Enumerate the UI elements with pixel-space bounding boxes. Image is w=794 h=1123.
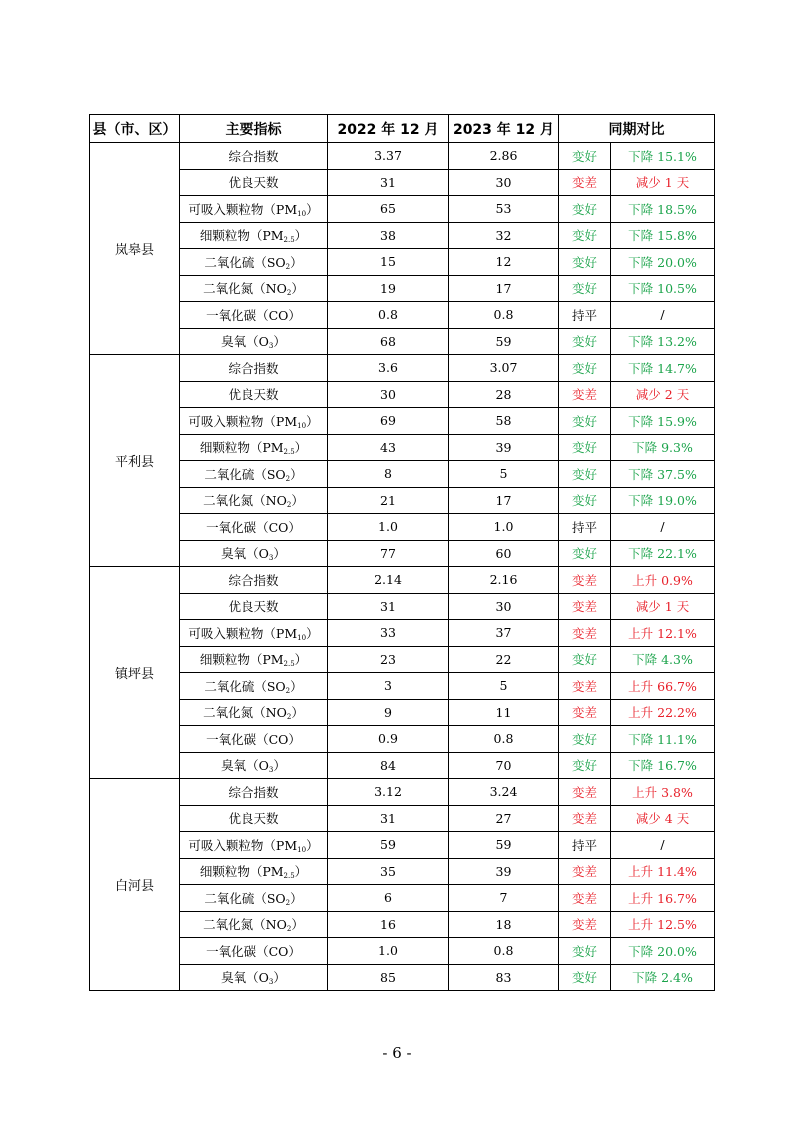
indicator-cell xyxy=(180,620,328,647)
indicator-cell xyxy=(180,487,328,514)
indicator-cell xyxy=(180,514,328,541)
trend-status: 变好 xyxy=(559,222,611,249)
trend-status: 变差 xyxy=(559,779,611,806)
change-value: / xyxy=(611,832,715,859)
indicator-subscript: 2.5 xyxy=(283,448,295,457)
table-row xyxy=(90,249,715,276)
indicator-cell xyxy=(180,832,328,859)
indicator-cell xyxy=(180,805,328,832)
value-2023: 53 xyxy=(449,196,559,223)
value-2022: 69 xyxy=(328,408,449,435)
table-row xyxy=(90,885,715,912)
trend-status: 变差 xyxy=(559,567,611,594)
indicator-subscript: 2.5 xyxy=(283,236,295,245)
indicator-cell xyxy=(180,302,328,329)
value-2022: 33 xyxy=(328,620,449,647)
change-value: 减少 1 天 xyxy=(611,169,715,196)
table-row xyxy=(90,355,715,382)
closing-paren: ） xyxy=(294,652,308,668)
change-value: 上升 12.1% xyxy=(611,620,715,647)
value-2022: 35 xyxy=(328,858,449,885)
trend-status: 变好 xyxy=(559,249,611,276)
change-value: 下降 15.1% xyxy=(611,143,715,170)
indicator-cell xyxy=(180,222,328,249)
value-2023: 37 xyxy=(449,620,559,647)
header-2022: 2022 年 12 月 xyxy=(328,115,449,143)
county-name: 岚皋县 xyxy=(90,143,180,355)
indicator-label: 臭氧（O xyxy=(221,546,269,562)
trend-status: 变好 xyxy=(559,434,611,461)
table-row xyxy=(90,169,715,196)
change-value: 下降 15.8% xyxy=(611,222,715,249)
closing-paren: ） xyxy=(290,254,303,270)
value-2022: 31 xyxy=(328,805,449,832)
indicator-cell xyxy=(180,593,328,620)
indicator-subscript: 2.5 xyxy=(283,872,295,881)
value-2022: 3 xyxy=(328,673,449,700)
air-quality-table xyxy=(89,114,715,991)
table-row xyxy=(90,858,715,885)
table-row xyxy=(90,461,715,488)
value-2022: 1.0 xyxy=(328,938,449,965)
closing-paren: ） xyxy=(273,546,286,562)
change-value: / xyxy=(611,514,715,541)
trend-status: 变差 xyxy=(559,911,611,938)
trend-status: 变好 xyxy=(559,487,611,514)
indicator-subscript: 2 xyxy=(286,289,292,298)
indicator-subscript: 3 xyxy=(268,554,274,563)
change-value: 下降 37.5% xyxy=(611,461,715,488)
value-2022: 38 xyxy=(328,222,449,249)
value-2022: 21 xyxy=(328,487,449,514)
indicator-subscript: 2 xyxy=(285,262,291,271)
table-row xyxy=(90,938,715,965)
closing-paren: ） xyxy=(273,334,286,350)
value-2022: 0.9 xyxy=(328,726,449,753)
trend-status: 变好 xyxy=(559,938,611,965)
indicator-label: 可吸入颗粒物（PM xyxy=(188,413,298,429)
indicator-subscript: 2 xyxy=(285,474,291,483)
indicator-subscript: 10 xyxy=(297,845,307,854)
table-body xyxy=(90,143,715,991)
closing-paren: ） xyxy=(291,493,304,509)
indicator-cell xyxy=(180,461,328,488)
trend-status: 变好 xyxy=(559,355,611,382)
indicator-cell xyxy=(180,355,328,382)
change-value: 下降 20.0% xyxy=(611,249,715,276)
table-row xyxy=(90,752,715,779)
value-2023: 17 xyxy=(449,275,559,302)
indicator-label: 综合指数 xyxy=(228,360,279,376)
indicator-subscript: 2.5 xyxy=(283,660,295,669)
change-value: 下降 14.7% xyxy=(611,355,715,382)
value-2023: 0.8 xyxy=(449,938,559,965)
value-2022: 16 xyxy=(328,911,449,938)
change-value: 下降 9.3% xyxy=(611,434,715,461)
change-value: / xyxy=(611,302,715,329)
table-row xyxy=(90,620,715,647)
value-2023: 59 xyxy=(449,328,559,355)
indicator-subscript: 2 xyxy=(285,686,291,695)
value-2023: 11 xyxy=(449,699,559,726)
indicator-cell xyxy=(180,911,328,938)
indicator-cell xyxy=(180,646,328,673)
header-compare: 同期对比 xyxy=(559,115,715,143)
indicator-label: 细颗粒物（PM xyxy=(199,652,284,668)
indicator-label: 优良天数 xyxy=(228,175,279,191)
indicator-label: 综合指数 xyxy=(228,148,279,164)
value-2023: 2.86 xyxy=(449,143,559,170)
indicator-cell xyxy=(180,779,328,806)
change-value: 上升 16.7% xyxy=(611,885,715,912)
trend-status: 变差 xyxy=(559,169,611,196)
value-2023: 59 xyxy=(449,832,559,859)
change-value: 下降 18.5% xyxy=(611,196,715,223)
value-2023: 3.07 xyxy=(449,355,559,382)
indicator-subscript: 2 xyxy=(286,925,292,934)
trend-status: 变好 xyxy=(559,646,611,673)
table-row xyxy=(90,514,715,541)
trend-status: 持平 xyxy=(559,514,611,541)
table-row xyxy=(90,673,715,700)
change-value: 下降 10.5% xyxy=(611,275,715,302)
indicator-label: 可吸入颗粒物（PM xyxy=(188,625,298,641)
closing-paren: ） xyxy=(294,440,308,456)
value-2023: 28 xyxy=(449,381,559,408)
table-row xyxy=(90,408,715,435)
value-2022: 84 xyxy=(328,752,449,779)
indicator-cell xyxy=(180,275,328,302)
indicator-label: 臭氧（O xyxy=(221,334,269,350)
value-2022: 3.6 xyxy=(328,355,449,382)
change-value: 下降 22.1% xyxy=(611,540,715,567)
indicator-label: 一氧化碳（CO） xyxy=(206,943,301,959)
trend-status: 持平 xyxy=(559,832,611,859)
value-2022: 31 xyxy=(328,169,449,196)
table-row xyxy=(90,275,715,302)
closing-paren: ） xyxy=(291,281,304,297)
trend-status: 变好 xyxy=(559,964,611,991)
closing-paren: ） xyxy=(291,917,304,933)
change-value: 下降 11.1% xyxy=(611,726,715,753)
change-value: 下降 2.4% xyxy=(611,964,715,991)
indicator-label: 优良天数 xyxy=(228,599,279,615)
county-name: 镇坪县 xyxy=(90,567,180,779)
value-2023: 5 xyxy=(449,461,559,488)
change-value: 下降 16.7% xyxy=(611,752,715,779)
indicator-cell xyxy=(180,434,328,461)
closing-paren: ） xyxy=(294,228,308,244)
value-2022: 77 xyxy=(328,540,449,567)
table-row xyxy=(90,779,715,806)
change-value: 减少 2 天 xyxy=(611,381,715,408)
indicator-cell xyxy=(180,699,328,726)
table-row xyxy=(90,487,715,514)
value-2023: 22 xyxy=(449,646,559,673)
indicator-label: 一氧化碳（CO） xyxy=(206,519,301,535)
indicator-label: 二氧化硫（SO xyxy=(204,678,286,694)
indicator-subscript: 2 xyxy=(285,898,291,907)
table-row xyxy=(90,196,715,223)
indicator-cell xyxy=(180,885,328,912)
closing-paren: ） xyxy=(294,864,308,880)
indicator-cell xyxy=(180,964,328,991)
value-2023: 0.8 xyxy=(449,726,559,753)
value-2022: 3.12 xyxy=(328,779,449,806)
indicator-cell xyxy=(180,938,328,965)
value-2022: 85 xyxy=(328,964,449,991)
change-value: 下降 13.2% xyxy=(611,328,715,355)
page-number: - 6 - xyxy=(382,1044,412,1062)
value-2023: 70 xyxy=(449,752,559,779)
indicator-cell xyxy=(180,567,328,594)
value-2022: 0.8 xyxy=(328,302,449,329)
table-row xyxy=(90,222,715,249)
indicator-label: 二氧化硫（SO xyxy=(204,254,286,270)
value-2023: 18 xyxy=(449,911,559,938)
trend-status: 变差 xyxy=(559,381,611,408)
table-row xyxy=(90,832,715,859)
table-row xyxy=(90,699,715,726)
indicator-label: 综合指数 xyxy=(228,784,279,800)
trend-status: 变好 xyxy=(559,196,611,223)
value-2022: 68 xyxy=(328,328,449,355)
trend-status: 变好 xyxy=(559,726,611,753)
header-2023: 2023 年 12 月 xyxy=(449,115,559,143)
value-2023: 2.16 xyxy=(449,567,559,594)
closing-paren: ） xyxy=(291,705,304,721)
value-2023: 5 xyxy=(449,673,559,700)
trend-status: 变好 xyxy=(559,752,611,779)
closing-paren: ） xyxy=(290,466,303,482)
value-2023: 12 xyxy=(449,249,559,276)
value-2022: 59 xyxy=(328,832,449,859)
indicator-cell xyxy=(180,169,328,196)
trend-status: 变好 xyxy=(559,408,611,435)
indicator-label: 二氧化氮（NO xyxy=(203,705,287,721)
indicator-label: 细颗粒物（PM xyxy=(199,228,284,244)
table-row xyxy=(90,302,715,329)
indicator-cell xyxy=(180,328,328,355)
indicator-subscript: 2 xyxy=(286,713,292,722)
value-2023: 7 xyxy=(449,885,559,912)
indicator-label: 二氧化氮（NO xyxy=(203,917,287,933)
change-value: 减少 1 天 xyxy=(611,593,715,620)
indicator-subscript: 3 xyxy=(268,766,274,775)
closing-paren: ） xyxy=(273,758,286,774)
trend-status: 变差 xyxy=(559,593,611,620)
header-indicator: 主要指标 xyxy=(180,115,328,143)
indicator-label: 二氧化氮（NO xyxy=(203,493,287,509)
indicator-cell xyxy=(180,408,328,435)
indicator-label: 综合指数 xyxy=(228,572,279,588)
closing-paren: ） xyxy=(290,678,303,694)
indicator-cell xyxy=(180,196,328,223)
table-row xyxy=(90,805,715,832)
indicator-label: 一氧化碳（CO） xyxy=(206,731,301,747)
county-name: 白河县 xyxy=(90,779,180,991)
table-row xyxy=(90,143,715,170)
table-row xyxy=(90,328,715,355)
table-row xyxy=(90,434,715,461)
change-value: 上升 12.5% xyxy=(611,911,715,938)
table-row xyxy=(90,964,715,991)
indicator-cell xyxy=(180,143,328,170)
table-row xyxy=(90,381,715,408)
value-2023: 3.24 xyxy=(449,779,559,806)
header-row xyxy=(90,115,715,143)
indicator-label: 臭氧（O xyxy=(221,758,269,774)
change-value: 下降 15.9% xyxy=(611,408,715,435)
indicator-label: 细颗粒物（PM xyxy=(199,440,284,456)
indicator-label: 二氧化硫（SO xyxy=(204,466,286,482)
value-2022: 15 xyxy=(328,249,449,276)
county-name: 平利县 xyxy=(90,355,180,567)
closing-paren: ） xyxy=(306,625,319,641)
indicator-label: 优良天数 xyxy=(228,811,279,827)
value-2022: 9 xyxy=(328,699,449,726)
value-2023: 32 xyxy=(449,222,559,249)
value-2023: 30 xyxy=(449,593,559,620)
value-2023: 1.0 xyxy=(449,514,559,541)
indicator-subscript: 10 xyxy=(297,421,307,430)
value-2022: 43 xyxy=(328,434,449,461)
closing-paren: ） xyxy=(290,890,303,906)
value-2023: 83 xyxy=(449,964,559,991)
value-2023: 0.8 xyxy=(449,302,559,329)
indicator-label: 细颗粒物（PM xyxy=(199,864,284,880)
value-2022: 8 xyxy=(328,461,449,488)
trend-status: 变差 xyxy=(559,620,611,647)
table-row xyxy=(90,726,715,753)
closing-paren: ） xyxy=(273,970,286,986)
indicator-cell xyxy=(180,726,328,753)
trend-status: 变差 xyxy=(559,805,611,832)
table-row xyxy=(90,646,715,673)
table-row xyxy=(90,911,715,938)
table-row xyxy=(90,540,715,567)
indicator-cell xyxy=(180,249,328,276)
indicator-label: 优良天数 xyxy=(228,387,279,403)
indicator-subscript: 10 xyxy=(297,633,307,642)
value-2022: 30 xyxy=(328,381,449,408)
trend-status: 变好 xyxy=(559,328,611,355)
indicator-label: 二氧化氮（NO xyxy=(203,281,287,297)
value-2022: 1.0 xyxy=(328,514,449,541)
indicator-subscript: 3 xyxy=(268,342,274,351)
indicator-cell xyxy=(180,673,328,700)
value-2022: 6 xyxy=(328,885,449,912)
change-value: 上升 0.9% xyxy=(611,567,715,594)
trend-status: 变好 xyxy=(559,143,611,170)
indicator-label: 二氧化硫（SO xyxy=(204,890,286,906)
table-row xyxy=(90,593,715,620)
trend-status: 变好 xyxy=(559,461,611,488)
value-2022: 3.37 xyxy=(328,143,449,170)
value-2023: 17 xyxy=(449,487,559,514)
trend-status: 变差 xyxy=(559,699,611,726)
value-2023: 39 xyxy=(449,858,559,885)
closing-paren: ） xyxy=(306,201,319,217)
indicator-label: 一氧化碳（CO） xyxy=(206,307,301,323)
value-2023: 27 xyxy=(449,805,559,832)
value-2023: 30 xyxy=(449,169,559,196)
indicator-label: 可吸入颗粒物（PM xyxy=(188,837,298,853)
value-2022: 65 xyxy=(328,196,449,223)
change-value: 上升 66.7% xyxy=(611,673,715,700)
trend-status: 变差 xyxy=(559,858,611,885)
trend-status: 持平 xyxy=(559,302,611,329)
change-value: 下降 20.0% xyxy=(611,938,715,965)
value-2023: 60 xyxy=(449,540,559,567)
change-value: 上升 3.8% xyxy=(611,779,715,806)
indicator-label: 臭氧（O xyxy=(221,970,269,986)
indicator-subscript: 3 xyxy=(268,978,274,987)
indicator-cell xyxy=(180,540,328,567)
value-2023: 58 xyxy=(449,408,559,435)
header-county: 县（市、区） xyxy=(90,115,180,143)
table-row xyxy=(90,567,715,594)
change-value: 下降 19.0% xyxy=(611,487,715,514)
change-value: 上升 11.4% xyxy=(611,858,715,885)
change-value: 下降 4.3% xyxy=(611,646,715,673)
value-2022: 19 xyxy=(328,275,449,302)
indicator-cell xyxy=(180,752,328,779)
change-value: 上升 22.2% xyxy=(611,699,715,726)
trend-status: 变差 xyxy=(559,673,611,700)
indicator-label: 可吸入颗粒物（PM xyxy=(188,201,298,217)
indicator-cell xyxy=(180,381,328,408)
value-2022: 31 xyxy=(328,593,449,620)
trend-status: 变差 xyxy=(559,885,611,912)
indicator-subscript: 2 xyxy=(286,501,292,510)
value-2023: 39 xyxy=(449,434,559,461)
trend-status: 变好 xyxy=(559,275,611,302)
closing-paren: ） xyxy=(306,837,319,853)
indicator-cell xyxy=(180,858,328,885)
value-2022: 2.14 xyxy=(328,567,449,594)
indicator-subscript: 10 xyxy=(297,209,307,218)
closing-paren: ） xyxy=(306,413,319,429)
change-value: 减少 4 天 xyxy=(611,805,715,832)
trend-status: 变好 xyxy=(559,540,611,567)
value-2022: 23 xyxy=(328,646,449,673)
